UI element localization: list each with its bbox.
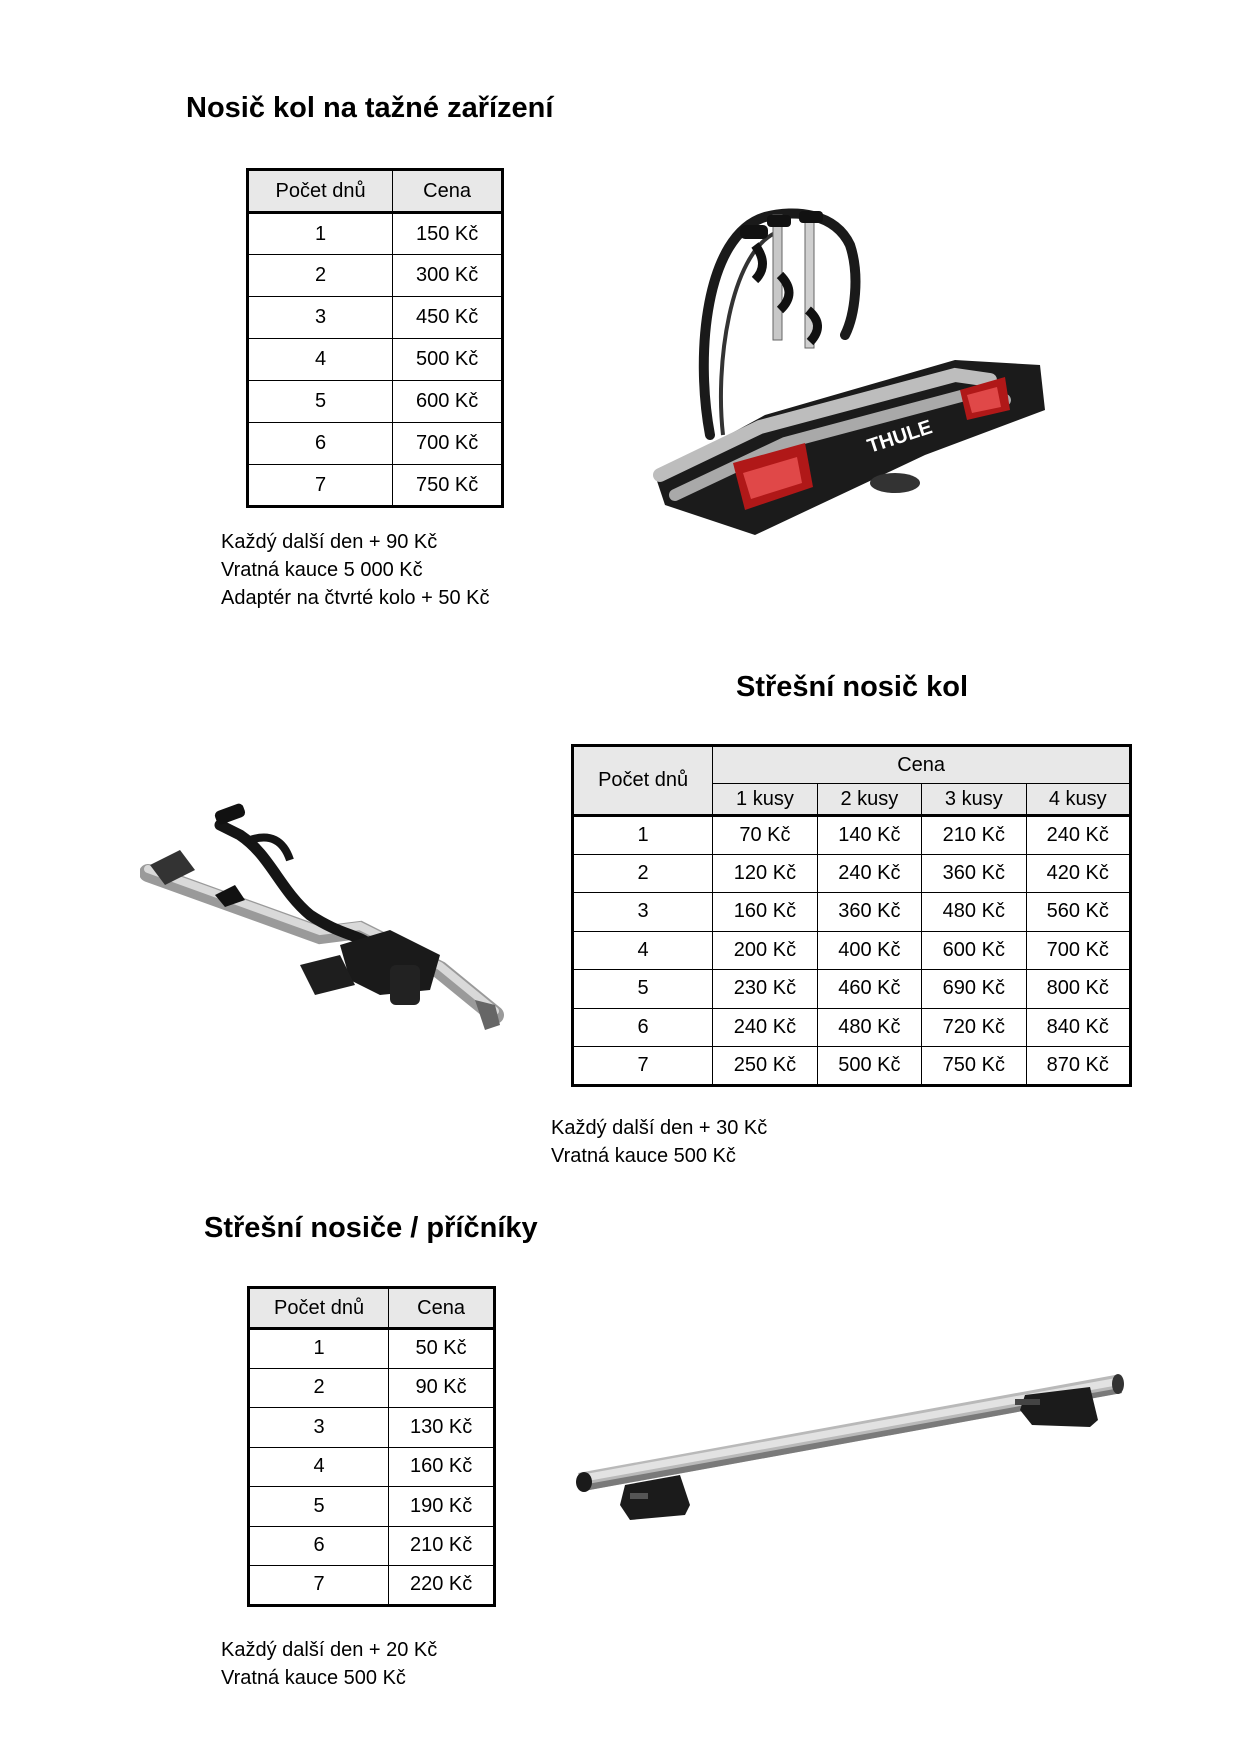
price-cell: 750 Kč [393,465,503,507]
thule-logo: THULE [864,416,935,458]
note-extra-day: Každý další den + 90 Kč [221,531,438,553]
header-price: Cena [389,1288,495,1329]
table-row [249,1368,495,1408]
note-extra-day: Každý další den + 30 Kč [551,1117,768,1139]
price-cell: 130 Kč [389,1408,495,1448]
note-deposit: Vratná kauce 500 Kč [551,1145,736,1167]
price-cell: 400 Kč [817,931,921,970]
table-row [573,816,1131,855]
header-days: Počet dnů [249,1288,389,1329]
price-cell: 870 Kč [1026,1047,1130,1086]
header-qty-1: 1 kusy [713,784,817,816]
table-row [249,1526,495,1566]
days-cell: 3 [573,893,713,932]
days-cell: 3 [249,1408,389,1448]
price-cell: 160 Kč [389,1447,495,1487]
towbar-notes [221,528,490,612]
price-cell: 240 Kč [1026,816,1130,855]
note-deposit: Vratná kauce 5 000 Kč [221,559,423,581]
price-cell: 90 Kč [389,1368,495,1408]
price-cell: 700 Kč [1026,931,1130,970]
price-cell: 690 Kč [922,970,1026,1009]
table-row [249,1329,495,1369]
price-cell: 480 Kč [817,1008,921,1047]
note-extra-day: Každý další den + 20 Kč [221,1639,438,1661]
price-cell: 190 Kč [389,1487,495,1527]
header-price: Cena [393,170,503,213]
price-cell: 500 Kč [817,1047,921,1086]
table-row [573,970,1131,1009]
price-cell: 70 Kč [713,816,817,855]
price-cell: 700 Kč [393,423,503,465]
towbar-price-table [246,168,504,508]
roof-bars-section-title: Střešní nosiče / příčníky [204,1212,538,1244]
price-cell: 360 Kč [922,854,1026,893]
price-cell: 500 Kč [393,339,503,381]
price-cell: 720 Kč [922,1008,1026,1047]
price-cell: 250 Kč [713,1047,817,1086]
price-cell: 750 Kč [922,1047,1026,1086]
table-row [248,213,503,255]
roof-bars-price-table [247,1286,496,1607]
days-cell: 5 [249,1487,389,1527]
price-cell: 160 Kč [713,893,817,932]
roof-bar-image [570,1355,1130,1535]
table-row [573,1008,1131,1047]
days-cell: 6 [573,1008,713,1047]
header-days: Počet dnů [248,170,393,213]
price-cell: 200 Kč [713,931,817,970]
table-row [248,423,503,465]
price-cell: 220 Kč [389,1566,495,1606]
days-cell: 5 [248,381,393,423]
table-row [248,297,503,339]
days-cell: 3 [248,297,393,339]
table-row [249,1447,495,1487]
towbar-bike-carrier-image [645,205,1055,555]
days-cell: 1 [248,213,393,255]
price-cell: 50 Kč [389,1329,495,1369]
price-cell: 210 Kč [922,816,1026,855]
price-cell: 140 Kč [817,816,921,855]
price-cell: 600 Kč [922,931,1026,970]
table-row [573,893,1131,932]
price-cell: 210 Kč [389,1526,495,1566]
towbar-section-title: Nosič kol na tažné zařízení [186,92,554,124]
days-cell: 7 [573,1047,713,1086]
price-cell: 800 Kč [1026,970,1130,1009]
price-cell: 560 Kč [1026,893,1130,932]
days-cell: 2 [249,1368,389,1408]
price-cell: 240 Kč [817,854,921,893]
days-cell: 7 [248,465,393,507]
days-cell: 4 [573,931,713,970]
price-cell: 840 Kč [1026,1008,1130,1047]
table-row [248,381,503,423]
table-row [573,931,1131,970]
days-cell: 6 [249,1526,389,1566]
note-deposit: Vratná kauce 500 Kč [221,1667,406,1689]
table-row [248,255,503,297]
header-qty-3: 3 kusy [922,784,1026,816]
table-row [573,1047,1131,1086]
table-row [248,339,503,381]
table-row [249,1566,495,1606]
table-row [249,1487,495,1527]
days-cell: 6 [248,423,393,465]
days-cell: 4 [249,1447,389,1487]
roof-bike-section-title: Střešní nosič kol [736,671,969,703]
note-adapter: Adaptér na čtvrté kolo + 50 Kč [221,587,490,609]
price-cell: 240 Kč [713,1008,817,1047]
table-row [248,465,503,507]
header-days: Počet dnů [573,746,713,816]
days-cell: 2 [573,854,713,893]
days-cell: 1 [249,1329,389,1369]
price-cell: 150 Kč [393,213,503,255]
days-cell: 1 [573,816,713,855]
roof-bike-price-table [571,744,1132,1087]
price-cell: 600 Kč [393,381,503,423]
table-row [249,1408,495,1448]
roof-bars-notes [221,1636,437,1692]
price-cell: 120 Kč [713,854,817,893]
roof-bike-notes [551,1114,767,1170]
days-cell: 5 [573,970,713,1009]
days-cell: 4 [248,339,393,381]
price-cell: 480 Kč [922,893,1026,932]
days-cell: 2 [248,255,393,297]
price-cell: 460 Kč [817,970,921,1009]
header-qty-2: 2 kusy [817,784,921,816]
price-cell: 230 Kč [713,970,817,1009]
header-qty-4: 4 kusy [1026,784,1130,816]
roof-bike-carrier-image [140,795,510,1050]
table-row [573,854,1131,893]
price-cell: 360 Kč [817,893,921,932]
price-cell: 300 Kč [393,255,503,297]
header-price: Cena [713,746,1131,784]
price-cell: 420 Kč [1026,854,1130,893]
days-cell: 7 [249,1566,389,1606]
price-cell: 450 Kč [393,297,503,339]
